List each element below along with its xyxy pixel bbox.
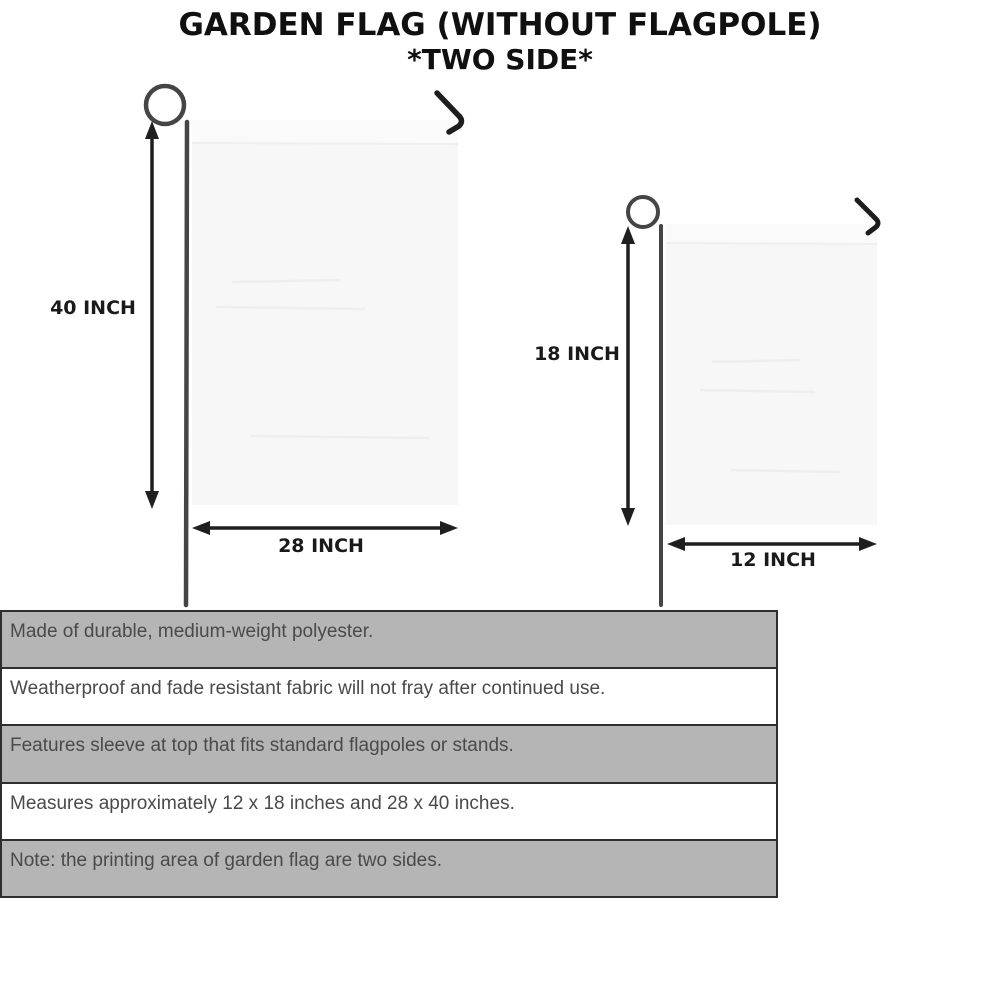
feature-row-material: Made of durable, medium-weight polyester. [2, 612, 776, 669]
small-flag-height-label: 18 INCH [534, 343, 620, 365]
large-flagpole [186, 122, 187, 605]
large-pole-loop-icon [146, 86, 184, 124]
large-flag-width-label: 28 INCH [278, 535, 364, 557]
large-flag-height-label: 40 INCH [50, 297, 136, 319]
small-flag-diagram [621, 197, 878, 605]
large-flag-sleeve [192, 120, 458, 143]
page-title: GARDEN FLAG (WITHOUT FLAGPOLE) [178, 7, 822, 43]
large-width-arrow [192, 521, 458, 535]
large-flag-diagram [145, 86, 462, 605]
small-flag-sleeve-line [666, 243, 877, 244]
features-table [0, 610, 778, 898]
large-flag-canvas [192, 120, 458, 505]
feature-row-sleeve: Features sleeve at top that fits standard flagpoles or stands. [2, 726, 776, 783]
feature-row-note: Note: the printing area of garden flag are two sides. [2, 841, 776, 896]
small-pole-loop-icon [628, 197, 658, 227]
feature-row-measurements: Measures approximately 12 x 18 inches and 28 x 40 inches. [2, 784, 776, 841]
small-flag-width-label: 12 INCH [730, 549, 816, 571]
small-flag-canvas [666, 224, 877, 525]
page-subtitle: *TWO SIDE* [407, 43, 593, 76]
small-flag-sleeve [666, 224, 877, 243]
small-height-arrow [621, 226, 635, 526]
large-flag-sleeve-line [192, 143, 458, 144]
feature-row-weatherproof: Weatherproof and fade resistant fabric will not fray after continued use. [2, 669, 776, 726]
